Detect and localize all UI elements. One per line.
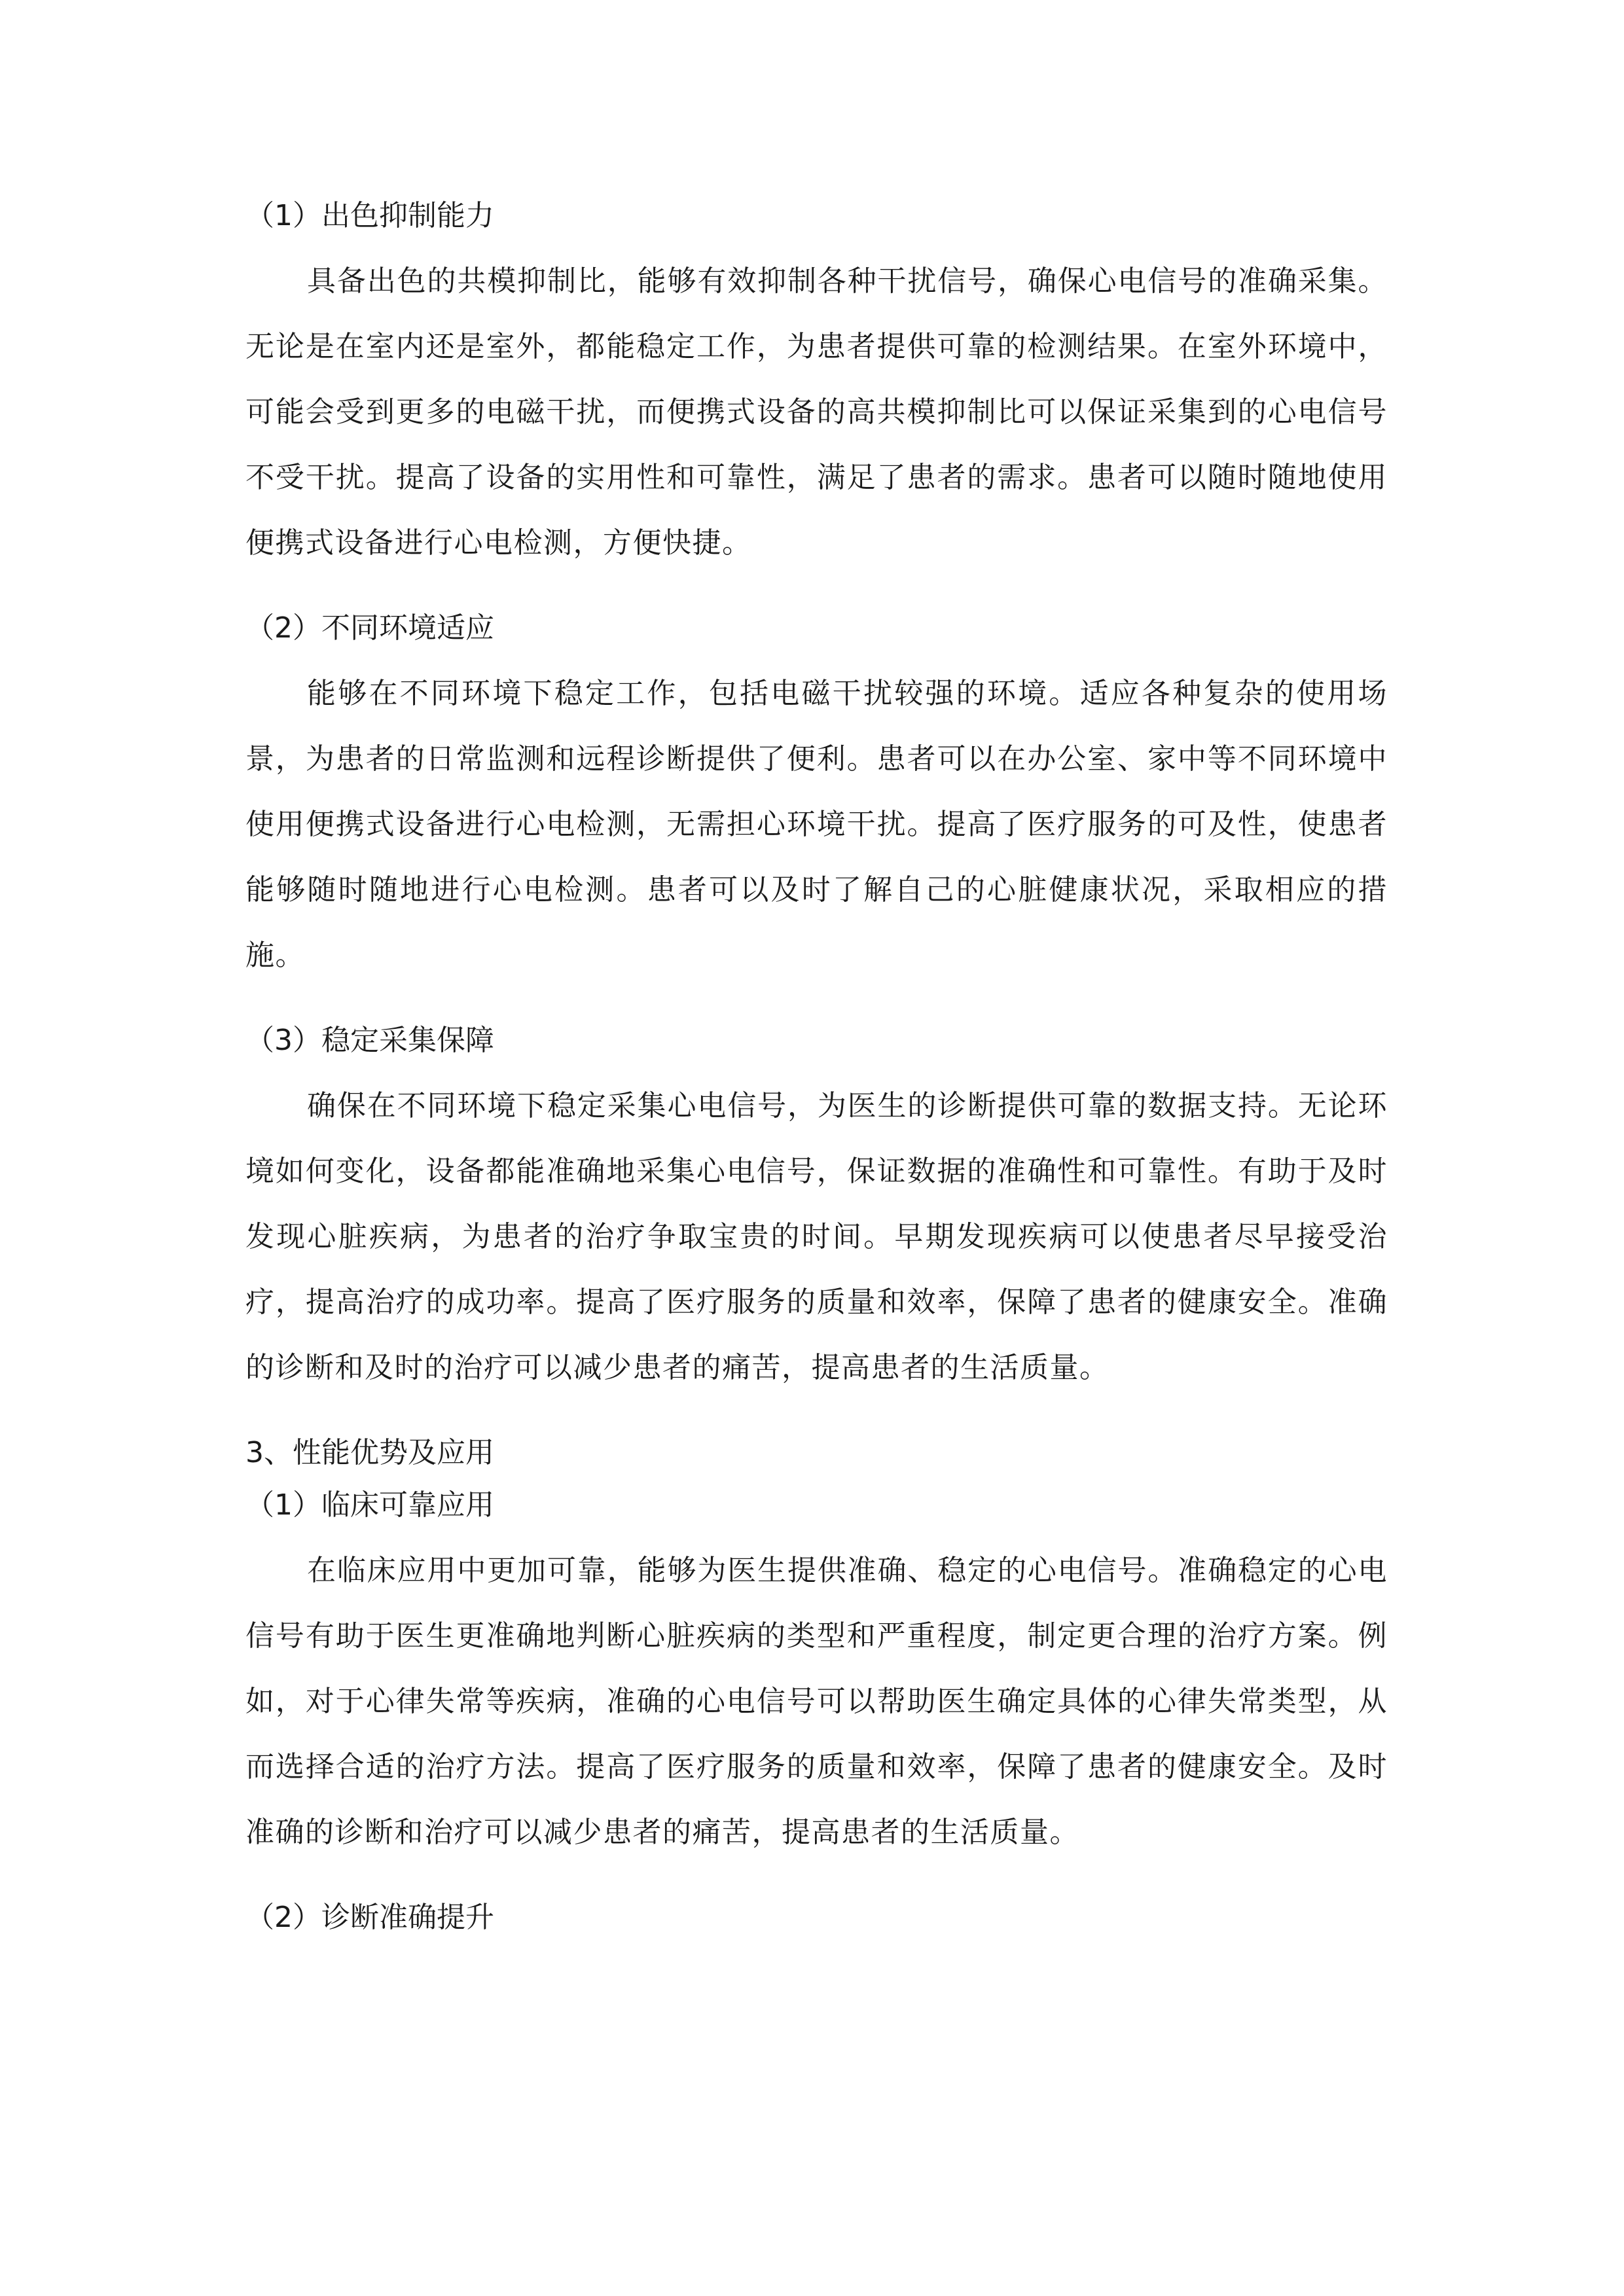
chapter-section-heading-1: （1）临床可靠应用 <box>245 1488 494 1522</box>
chapter-section-body-1: 在临床应用中更加可靠，能够为医生提供准确、稳定的心电信号。准确稳定的心电信号有助于医生更准确地判断心脏疾病的类型和严重程度，制定更合理的治疗方案。例如，对于心律失常等疾病，准确的心电信号可以帮助医生确定具体的心律失常类型，从而选择合适的治疗方法。提高了医疗服务的质量和效率，保障了患者的健康安全。及时准确的诊断和治疗可以减少患者的痛苦，提高患者的生活质量。 <box>245 1554 1388 1849</box>
chapter-section-heading-2: （2）诊断准确提升 <box>245 1901 494 1934</box>
section-heading-2: （2）不同环境适应 <box>245 611 494 645</box>
section-heading-1: （1）出色抑制能力 <box>245 199 494 232</box>
section-body-1: 具备出色的共模抑制比，能够有效抑制各种干扰信号，确保心电信号的准确采集。无论是在室内还是室外，都能稳定工作，为患者提供可靠的检测结果。在室外环境中，可能会受到更多的电磁干扰，而便携式设备的高共模抑制比可以保证采集到的心电信号不受干扰。提高了设备的实用性和可靠性，满足了患者的需求。患者可以随时随地使用便携式设备进行心电检测，方便快捷。 <box>245 264 1388 560</box>
section-body-3: 确保在不同环境下稳定采集心电信号，为医生的诊断提供可靠的数据支持。无论环境如何变化，设备都能准确地采集心电信号，保证数据的准确性和可靠性。有助于及时发现心脏疾病，为患者的治疗争取宝贵的时间。早期发现疾病可以使患者尽早接受治疗，提高治疗的成功率。提高了医疗服务的质量和效率，保障了患者的健康安全。准确的诊断和及时的治疗可以减少患者的痛苦，提高患者的生活质量。 <box>245 1089 1388 1384</box>
document-content <box>245 196 1388 1937</box>
section-heading-3: （3）稳定采集保障 <box>245 1024 494 1057</box>
section-body-2: 能够在不同环境下稳定工作，包括电磁干扰较强的环境。适应各种复杂的使用场景，为患者的日常监测和远程诊断提供了便利。患者可以在办公室、家中等不同环境中使用便携式设备进行心电检测，无需担心环境干扰。提高了医疗服务的可及性，使患者能够随时随地进行心电检测。患者可以及时了解自己的心脏健康状况，采取相应的措施。 <box>245 677 1388 972</box>
chapter-heading: 3、性能优势及应用 <box>245 1436 494 1469</box>
